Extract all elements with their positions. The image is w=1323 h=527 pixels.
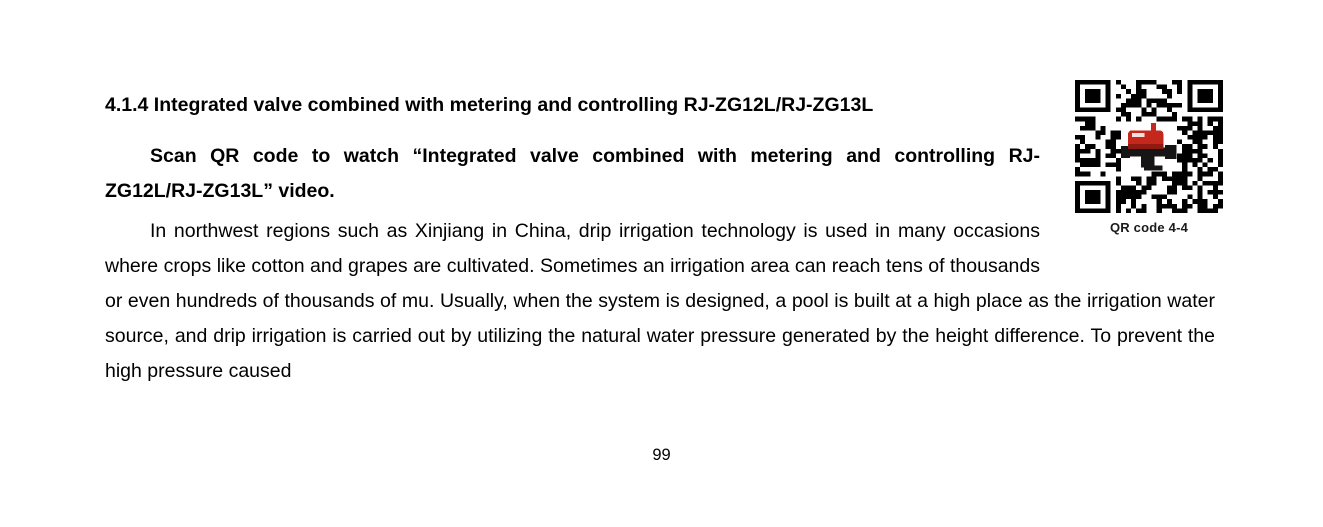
paragraph-body: In northwest regions such as Xinjiang in China, drip irrigation technology is used in many occasions where crops like cotton and grapes are cultivated. Sometimes an irrigation area can reach tens of thousands or even hundreds of thousands of mu. Usually, when the system is designed, a pool is built at a high place as the irrigation water source, and drip irrigation is carried out by utilizing the natural water pressure generated by the height difference. To prevent the high pressure caused xyxy=(105,220,1215,382)
page-content xyxy=(105,0,1215,389)
paragraph-scan-qr: Scan QR code to watch “Integrated valve combined with metering and controlling RJ-ZG12L/RJ-ZG13L” video. xyxy=(105,145,1040,202)
page-number: 99 xyxy=(652,446,671,464)
qr-code-image xyxy=(1075,80,1223,213)
qr-caption: QR code 4-4 xyxy=(1109,220,1189,235)
section-heading: 4.1.4 Integrated valve combined with metering and controlling RJ-ZG12L/RJ-ZG13L xyxy=(105,94,874,116)
qr-code-block xyxy=(1075,80,1223,270)
valve-product-icon xyxy=(1121,123,1177,170)
